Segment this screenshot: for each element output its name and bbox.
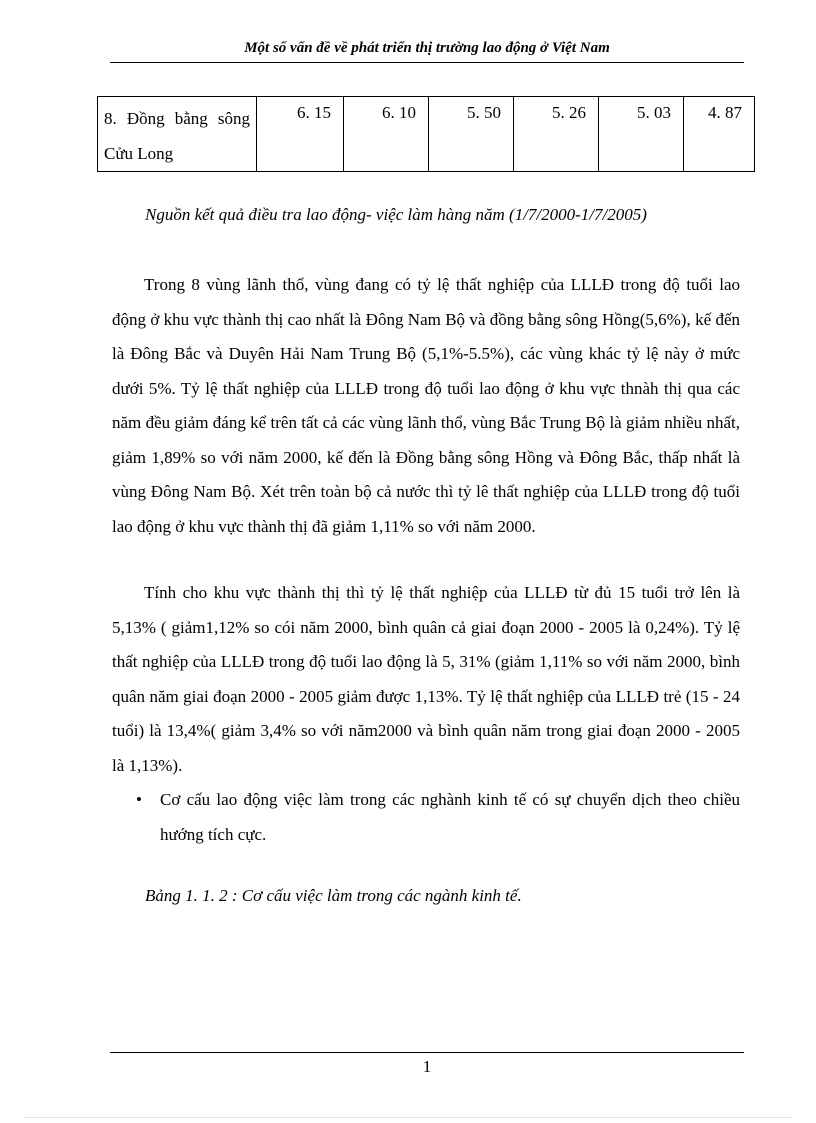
table-cell: 5. 03 [599,97,684,172]
table-cell: 6. 10 [344,97,429,172]
table-row [98,97,755,172]
footer-divider [110,1052,744,1053]
table-source-note: Nguồn kết quả điều tra lao động- việc làm hàng năm (1/7/2000-1/7/2005) [145,205,647,224]
table-caption: Bảng 1. 1. 2 : Cơ cấu việc làm trong các ngành kinh tế. [145,886,522,905]
bullet-text: Cơ cấu lao động việc làm trong các nghành kinh tế có sự chuyển dịch theo chiều hướng tích cực. [160,790,740,844]
unemployment-table [97,96,755,172]
page-boundary [25,1117,791,1118]
page-number: 1 [422,1057,432,1076]
bullet-item [112,783,740,852]
table-cell: 6. 15 [257,97,344,172]
table-cell: 4. 87 [684,97,755,172]
table-cell: 5. 26 [514,97,599,172]
running-header: Một số vấn đề về phát triển thị trường lao động ở Việt Nam [244,40,610,56]
body-paragraph: Tính cho khu vực thành thị thì tỷ lệ thất nghiệp của LLLĐ từ đủ 15 tuổi trở lên là 5,13% ( giảm1,12% so cói năm 2000, bình quân cả giai đoạn 2000 - 2005 là 0,24%). Tỷ lệ thất nghiệp của LLLĐ trong độ tuổi lao động là 5, 31% (giảm 1,11% so với năm 2000, bình quân năm giai đoạn 2000 - 2005 giảm được 1,13%. Tỷ lệ thất nghiệp của LLLĐ trẻ (15 - 24 tuổi) là 13,4%( giảm 3,4% so với năm2000 và bình quân năm trong giai đoạn 2000 - 2005 là 1,13%). [112,583,740,775]
header-divider [110,62,744,63]
table-cell: 5. 50 [429,97,514,172]
bullet-icon: • [136,790,142,809]
region-label: 8. Đồng bằng sông Cửu Long [98,97,257,172]
body-paragraph: Trong 8 vùng lãnh thổ, vùng đang có tỷ lệ thất nghiệp của LLLĐ trong độ tuổi lao động ở khu vực thành thị cao nhất là Đông Nam Bộ và đồng bằng sông Hồng(5,6%), kế đến là Đông Bắc và Duyên Hải Nam Trung Bộ (5,1%-5.5%), các vùng khác tỷ lệ này ở mức dưới 5%. Tỷ lệ thất nghiệp của LLLĐ trong độ tuổi lao động ở khu vực thnàh thị qua các năm đều giảm đáng kể trên tất cả các vùng lãnh thổ, vùng Bắc Trung Bộ là giảm nhiều nhất, giảm 1,89% so với năm 2000, kế đến là Đồng bằng sông Hồng và Đông Bắc, thấp nhất là vùng Đông Nam Bộ. Xét trên toàn bộ cả nước thì tỷ lê thất nghiệp của LLLĐ trong độ tuổi lao động ở khu vực thành thị đã giảm 1,11% so với năm 2000. [112,275,740,536]
